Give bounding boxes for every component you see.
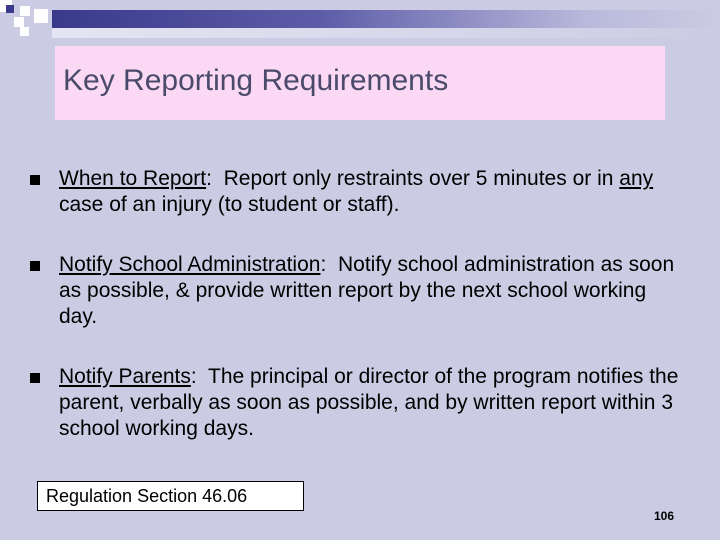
bullet-separator: : <box>190 365 209 388</box>
bullet-item-notify-school-administration <box>30 252 690 330</box>
header-accent-bar <box>52 10 720 28</box>
square-bullet-icon <box>30 373 40 383</box>
corner-square-decoration <box>14 17 24 27</box>
bullet-heading: When to Report <box>59 167 207 190</box>
bullet-item-when-to-report <box>30 166 690 218</box>
corner-square-decoration <box>34 9 48 23</box>
bullet-text: Notify school administration as soon as possible, & provide written report by the next school working day. <box>59 253 675 328</box>
square-bullet-icon <box>30 175 40 185</box>
bullet-list <box>30 166 690 442</box>
bullet-text: case of an injury (to student or staff). <box>59 193 400 216</box>
bullet-emphasis: any <box>619 167 654 190</box>
header-accent-bar-light <box>52 28 720 38</box>
bullet-heading: Notify Parents <box>59 365 191 388</box>
bullet-text: Report only restraints over 5 minutes or in <box>223 167 620 190</box>
corner-square-decoration <box>6 5 14 13</box>
bullet-text: The principal or director of the program notifies the parent, verbally as soon as possible, and by written report within 3 school working days. <box>59 365 679 440</box>
bullet-item-notify-parents <box>30 364 690 442</box>
square-bullet-icon <box>30 261 40 271</box>
bullet-separator: : <box>320 253 338 276</box>
regulation-section-label: Regulation Section 46.06 <box>46 486 248 506</box>
corner-square-decoration <box>20 27 29 36</box>
bullet-heading: Notify School Administration <box>59 253 321 276</box>
bullet-separator: : <box>206 167 224 190</box>
regulation-section-box <box>37 481 304 511</box>
corner-square-decoration <box>20 6 30 16</box>
page-number: 106 <box>654 509 675 523</box>
slide-title: Key Reporting Requirements <box>63 64 449 97</box>
